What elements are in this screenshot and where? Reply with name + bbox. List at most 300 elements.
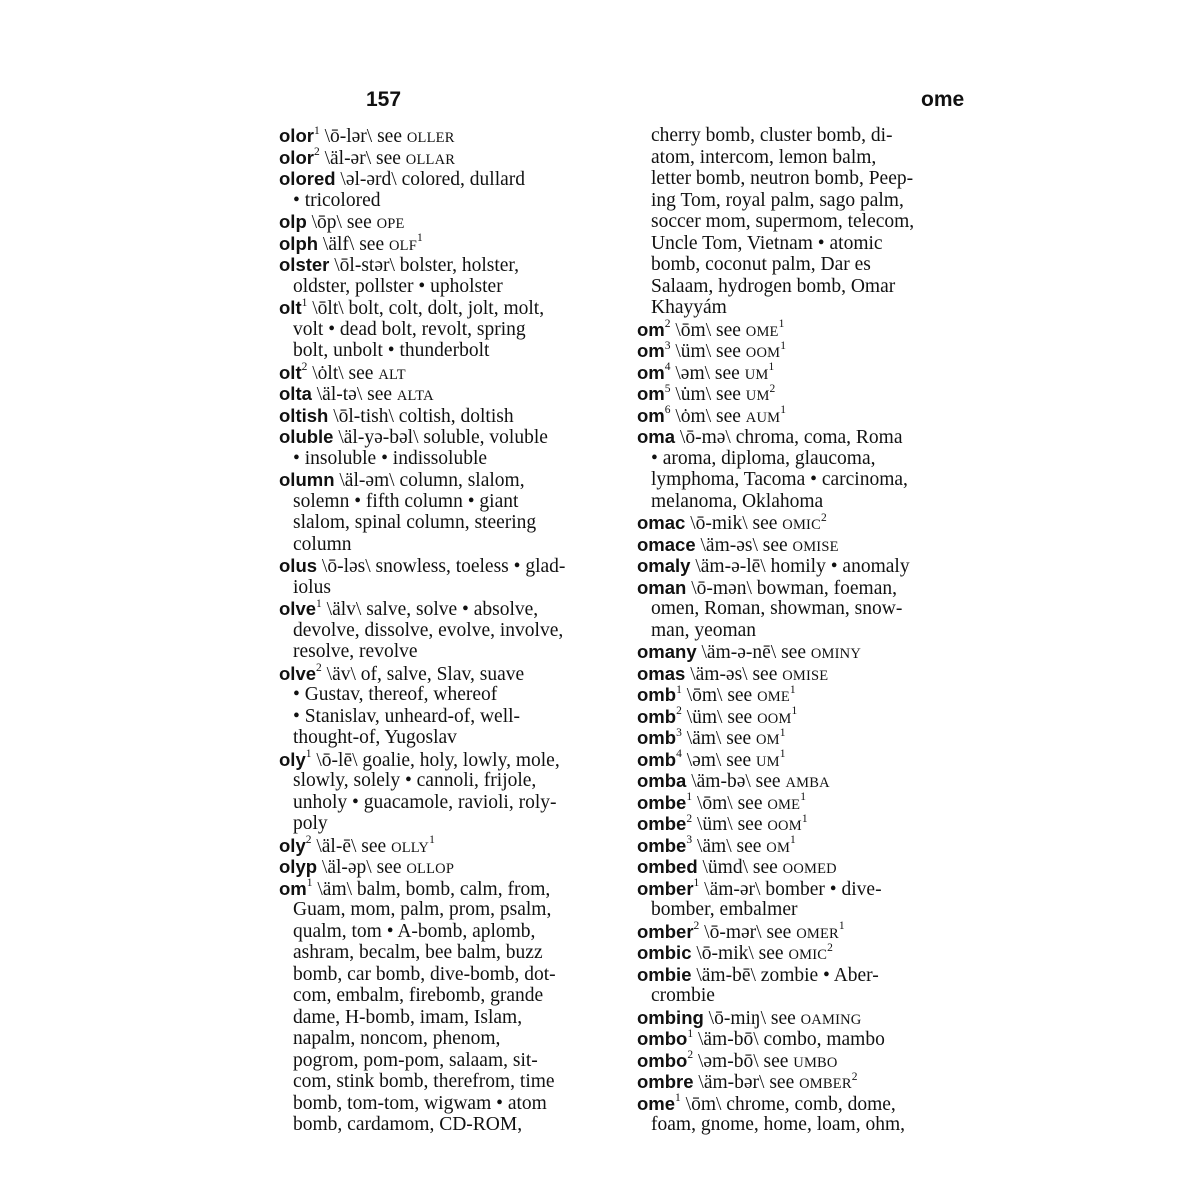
entry-text: \ō-ləs\ snowless, toeless • glad- xyxy=(317,556,566,577)
homograph-number: 2 xyxy=(687,1049,694,1061)
entry-line xyxy=(279,555,624,577)
headword: ombing xyxy=(637,1006,704,1028)
headword: omas xyxy=(637,662,686,684)
headword: olve xyxy=(279,662,317,684)
entry-text: napalm, noncom, phenom, xyxy=(293,1028,501,1049)
continuation-line xyxy=(279,813,624,835)
entry-text: \ō-mən\ bowman, foeman, xyxy=(686,577,897,599)
homograph-number: 2 xyxy=(313,146,320,158)
continuation-line xyxy=(637,598,982,620)
entry-text: \älv\ salve, solve • absolve, xyxy=(321,599,539,620)
cross-reference-number: 1 xyxy=(780,339,786,352)
entry-text: \äm\ see xyxy=(692,835,767,857)
entry-text: \ōm\ chrome, comb, dome, xyxy=(680,1093,896,1115)
entry-text: bomb, tom-tom, wigwam • atom xyxy=(293,1092,547,1114)
entry-text: dame, H-bomb, imam, Islam, xyxy=(293,1006,523,1028)
entry-text: \ō-mik\ see xyxy=(685,513,783,534)
homograph-number: 1 xyxy=(313,124,320,137)
entry-text: \ōm\ see xyxy=(681,685,758,706)
headword: olster xyxy=(279,254,330,275)
entry-text: \äv\ of, salve, Slav, suave xyxy=(321,663,525,685)
entry-text: resolve, revolve xyxy=(293,641,418,662)
headword: omb xyxy=(637,748,677,770)
cross-reference-number: 2 xyxy=(851,1070,858,1083)
entry-text: \äm-bō\ combo, mambo xyxy=(693,1029,885,1050)
cross-reference: OLLOP xyxy=(406,861,455,877)
entry-line xyxy=(279,663,624,685)
headword: olor xyxy=(279,146,314,168)
continuation-line xyxy=(637,1114,982,1136)
entry-text: \äm-bē\ zombie • Aber- xyxy=(691,964,879,986)
homograph-number: 6 xyxy=(664,404,671,416)
entry-text: \ȯm\ see xyxy=(670,405,746,427)
entry-line xyxy=(637,770,982,792)
cross-reference: OAMING xyxy=(800,1011,862,1028)
entry-text: • insoluble • indissoluble xyxy=(293,447,488,469)
homograph-number: 3 xyxy=(664,339,671,352)
continuation-line xyxy=(637,620,982,642)
entry-text: • tricolored xyxy=(293,189,381,211)
headword: olumn xyxy=(279,469,335,490)
continuation-line xyxy=(279,534,624,556)
cross-reference: OME xyxy=(745,323,779,340)
cross-reference-number: 1 xyxy=(800,791,806,803)
entry-text: \ō-mə\ chroma, coma, Roma xyxy=(675,427,903,448)
entry-text: \ō-lər\ see xyxy=(319,126,407,147)
headword: omace xyxy=(637,533,696,555)
continuation-line xyxy=(637,254,982,276)
cross-reference: OM xyxy=(766,839,791,856)
entry-line xyxy=(637,835,982,857)
continuation-line xyxy=(637,899,982,921)
entry-line xyxy=(637,792,982,814)
cross-reference: UM xyxy=(756,753,780,770)
entry-text: melanoma, Oklahoma xyxy=(651,490,824,512)
entry-text: devolve, dissolve, evolve, involve, xyxy=(293,619,564,641)
entry-line xyxy=(279,856,624,878)
entry-text: volt • dead bolt, revolt, spring xyxy=(293,318,526,340)
headword: ome xyxy=(637,1092,676,1114)
entry-text: bomb, car bomb, dive-bomb, dot- xyxy=(293,963,556,985)
headword: omac xyxy=(637,512,686,533)
entry-text: \äl-əp\ see xyxy=(317,857,407,878)
homograph-number: 1 xyxy=(305,748,312,760)
entry-text: \äl-ē\ see xyxy=(311,835,392,857)
entry-text: qualm, tom • A-bomb, aplomb, xyxy=(293,920,536,942)
cross-reference-number: 1 xyxy=(779,748,786,760)
entry-text: \älf\ see xyxy=(318,233,389,255)
entry-text: column xyxy=(293,533,352,555)
right-column xyxy=(637,125,982,1136)
cross-reference-number: 1 xyxy=(838,920,845,932)
entry-line xyxy=(637,319,982,341)
cross-reference: OME xyxy=(767,796,801,813)
cross-reference-number: 2 xyxy=(827,941,833,954)
entry-line xyxy=(637,512,982,534)
homograph-number: 1 xyxy=(306,877,313,889)
entry-text: foam, gnome, home, loam, ohm, xyxy=(651,1114,905,1135)
continuation-line xyxy=(637,168,982,190)
entry-line xyxy=(637,706,982,728)
homograph-number: 1 xyxy=(686,791,693,803)
entry-line xyxy=(637,641,982,663)
entry-line xyxy=(637,340,982,362)
entry-text: \äm\ balm, bomb, calm, from, xyxy=(312,878,551,900)
continuation-line xyxy=(279,190,624,212)
headword: ombie xyxy=(637,963,692,985)
cross-reference: OLLAR xyxy=(405,151,456,168)
cross-reference: OM xyxy=(756,732,780,748)
entry-text: \əl-ərd\ colored, dullard xyxy=(335,169,526,190)
headword: omber xyxy=(637,920,694,942)
headword: omb xyxy=(637,727,677,748)
entry-line xyxy=(279,211,624,233)
homograph-number: 2 xyxy=(305,834,312,846)
entry-text: unholy • guacamole, ravioli, roly- xyxy=(293,791,557,813)
cross-reference-number: 1 xyxy=(779,726,786,739)
entry-text: \üm\ see xyxy=(681,706,758,728)
continuation-line xyxy=(279,899,624,921)
headword: oly xyxy=(279,748,306,770)
continuation-line xyxy=(637,448,982,470)
continuation-line xyxy=(637,491,982,513)
continuation-line xyxy=(279,577,624,599)
entry-text: atom, intercom, lemon balm, xyxy=(651,146,877,168)
continuation-line xyxy=(279,340,624,362)
entry-line xyxy=(637,405,982,427)
homograph-number: 3 xyxy=(686,834,693,846)
entry-line xyxy=(279,426,624,448)
cross-reference: AMBA xyxy=(785,775,830,791)
homograph-number: 1 xyxy=(316,597,322,610)
entry-text: iolus xyxy=(293,576,331,598)
continuation-line xyxy=(637,233,982,255)
cross-reference: OLLY xyxy=(391,839,430,856)
entry-text: cherry bomb, cluster bomb, di- xyxy=(651,125,893,146)
headword: olored xyxy=(279,168,336,189)
entry-text: man, yeoman xyxy=(651,619,757,641)
entry-line xyxy=(279,878,624,900)
cross-reference: OOM xyxy=(767,818,802,834)
entry-line xyxy=(637,878,982,900)
headword: om xyxy=(279,877,307,899)
headword: oma xyxy=(637,426,676,447)
headword: om xyxy=(637,361,665,383)
entry-text: \əm\ see xyxy=(681,749,756,771)
entry-text: \ōm\ see xyxy=(692,792,768,814)
entry-text: \ōlt\ bolt, colt, dolt, jolt, molt, xyxy=(307,298,545,319)
headword: olph xyxy=(279,232,319,254)
continuation-line xyxy=(279,319,624,341)
continuation-line xyxy=(279,491,624,513)
entry-text: crombie xyxy=(651,985,715,1006)
entry-line xyxy=(279,835,624,857)
headword: olor xyxy=(279,125,314,146)
entry-text: poly xyxy=(293,813,328,834)
headword: ombe xyxy=(637,834,687,856)
entry-text: slalom, spinal column, steering xyxy=(293,512,537,533)
entry-text: slowly, solely • cannoli, frijole, xyxy=(293,770,537,791)
cross-reference: OMISE xyxy=(792,538,839,555)
cross-reference-number: 1 xyxy=(780,404,786,416)
headword: olp xyxy=(279,211,307,232)
entry-text: \ōp\ see xyxy=(306,212,377,233)
entry-line xyxy=(279,362,624,384)
continuation-line xyxy=(279,512,624,534)
homograph-number: 4 xyxy=(664,361,671,373)
homograph-number: 1 xyxy=(675,1092,681,1104)
headword: om xyxy=(637,404,665,426)
entry-line xyxy=(637,921,982,943)
entry-text: com, embalm, firebomb, grande xyxy=(293,985,544,1006)
continuation-line xyxy=(637,125,982,147)
homograph-number: 2 xyxy=(301,361,308,373)
cross-reference: OOM xyxy=(745,345,781,361)
cross-reference: AUM xyxy=(745,409,781,426)
continuation-line xyxy=(279,942,624,964)
continuation-line xyxy=(279,620,624,642)
homograph-number: 1 xyxy=(687,1027,694,1040)
entry-text: \əm-bō\ see xyxy=(693,1050,794,1072)
entry-line xyxy=(279,383,624,405)
continuation-line xyxy=(637,985,982,1007)
entry-text: \ō-mər\ see xyxy=(699,921,797,943)
entry-line xyxy=(637,426,982,448)
entry-text: \ōl-tish\ coltish, doltish xyxy=(328,405,514,427)
headword: olta xyxy=(279,383,312,404)
entry-line xyxy=(279,168,624,190)
entry-text: lymphoma, Tacoma • carcinoma, xyxy=(651,469,908,490)
entry-text: ing Tom, royal palm, sago palm, xyxy=(651,189,904,211)
entry-line xyxy=(637,749,982,771)
entry-text: Salaam, hydrogen bomb, Omar xyxy=(651,275,896,297)
entry-line xyxy=(637,684,982,706)
entry-text: soccer mom, supermom, telecom, xyxy=(651,211,915,232)
cross-reference: OME xyxy=(757,689,790,705)
cross-reference: OMISE xyxy=(782,667,829,684)
entry-text: bolt, unbolt • thunderbolt xyxy=(293,340,490,361)
entry-text: oldster, pollster • upholster xyxy=(293,275,503,297)
entry-text: bomb, cardamom, CD-ROM, xyxy=(293,1114,523,1135)
homograph-number: 1 xyxy=(693,877,700,889)
cross-reference-number: 2 xyxy=(820,511,827,524)
headword: olyp xyxy=(279,856,318,877)
headword: olve xyxy=(279,598,317,619)
cross-reference: OMER xyxy=(796,925,839,942)
cross-reference: ALTA xyxy=(396,388,434,404)
entry-text: letter bomb, neutron bomb, Peep- xyxy=(651,168,914,189)
entry-text: \ȯlt\ see xyxy=(307,362,379,384)
headword: ombed xyxy=(637,856,698,877)
entry-line xyxy=(637,964,982,986)
cross-reference-number: 1 xyxy=(778,318,785,330)
entry-line xyxy=(637,942,982,964)
entry-text: \ōm\ see xyxy=(670,319,746,341)
entry-text: \ōl-stər\ bolster, holster, xyxy=(329,255,520,276)
entry-text: \äl-yə-bəl\ soluble, voluble xyxy=(333,427,548,448)
headword: ombo xyxy=(637,1028,688,1049)
entry-text: bomber, embalmer xyxy=(651,899,798,920)
continuation-line xyxy=(279,985,624,1007)
page-number: 157 xyxy=(366,88,402,111)
headword: ombo xyxy=(637,1049,688,1071)
entry-line xyxy=(279,254,624,276)
continuation-line xyxy=(279,276,624,298)
entry-text: \üm\ see xyxy=(692,814,768,835)
cross-reference: UM xyxy=(745,388,770,404)
cross-reference: OPE xyxy=(376,216,405,232)
headword: omany xyxy=(637,641,697,662)
entry-text: \üm\ see xyxy=(670,341,746,362)
entry-line xyxy=(637,383,982,405)
headword: ombic xyxy=(637,942,692,963)
entry-line xyxy=(637,856,982,878)
cross-reference-number: 1 xyxy=(790,834,796,846)
homograph-number: 1 xyxy=(301,296,308,309)
headword: oman xyxy=(637,576,687,598)
continuation-line xyxy=(637,276,982,298)
cross-reference-number: 1 xyxy=(789,683,796,696)
cross-reference-number: 1 xyxy=(791,705,798,717)
cross-reference-number: 1 xyxy=(768,361,775,373)
entry-text: thought-of, Yugoslav xyxy=(293,727,457,748)
headword: omb xyxy=(637,684,677,705)
cross-reference: OOM xyxy=(757,710,792,727)
entry-text: bomb, coconut palm, Dar es xyxy=(651,254,871,275)
headword: omb xyxy=(637,705,677,727)
entry-text: \u̇m\ see xyxy=(670,384,746,405)
continuation-line xyxy=(637,147,982,169)
entry-text: \ō-miŋ\ see xyxy=(703,1007,801,1029)
homograph-number: 1 xyxy=(676,683,682,696)
continuation-line xyxy=(279,921,624,943)
homograph-number: 2 xyxy=(316,662,322,674)
cross-reference: UMBO xyxy=(793,1054,838,1071)
headword: ombre xyxy=(637,1071,694,1092)
homograph-number: 3 xyxy=(676,726,682,739)
cross-reference-number: 1 xyxy=(429,834,435,846)
continuation-line xyxy=(279,964,624,986)
continuation-line xyxy=(279,1114,624,1136)
entry-text: \äm\ see xyxy=(681,728,756,749)
entry-line xyxy=(637,663,982,685)
entry-text: \äm-bə\ see xyxy=(686,771,786,792)
continuation-line xyxy=(279,1071,624,1093)
entry-line xyxy=(279,125,624,147)
entry-text: • aroma, diploma, glaucoma, xyxy=(651,447,876,469)
cross-reference: OLLER xyxy=(406,130,455,146)
entry-text: \äm-ər\ bomber • dive- xyxy=(699,878,882,900)
cross-reference-number: 1 xyxy=(416,232,423,244)
continuation-line xyxy=(279,1007,624,1029)
cross-reference: UM xyxy=(744,366,769,383)
entry-text: ashram, becalm, bee balm, buzz xyxy=(293,942,543,963)
entry-text: \ō-lē\ goalie, holy, lowly, mole, xyxy=(311,749,560,771)
entry-text: Uncle Tom, Vietnam • atomic xyxy=(651,232,883,254)
entry-line xyxy=(637,1007,982,1029)
entry-line xyxy=(637,1071,982,1093)
continuation-line xyxy=(279,727,624,749)
continuation-line xyxy=(637,297,982,319)
homograph-number: 5 xyxy=(664,382,671,395)
headword: omba xyxy=(637,770,687,791)
headword: ombe xyxy=(637,813,687,834)
entry-line xyxy=(637,813,982,835)
cross-reference-number: 1 xyxy=(801,812,808,825)
headword: om xyxy=(637,383,665,404)
continuation-line xyxy=(279,792,624,814)
entry-text: omen, Roman, showman, snow- xyxy=(651,598,903,619)
entry-text: Guam, mom, palm, prom, psalm, xyxy=(293,899,552,920)
continuation-line xyxy=(279,684,624,706)
cross-reference-number: 2 xyxy=(769,382,776,395)
entry-line xyxy=(279,405,624,427)
entry-text: solemn • fifth column • giant xyxy=(293,490,519,512)
cross-reference: OMIC xyxy=(788,947,828,963)
headword: omaly xyxy=(637,555,691,576)
entry-text: \äm-əs\ see xyxy=(685,663,783,685)
homograph-number: 4 xyxy=(676,748,682,760)
entry-text: \äm-ə-nē\ see xyxy=(696,642,811,663)
entry-line xyxy=(637,727,982,749)
entry-text: Khayyám xyxy=(651,297,727,318)
entry-text: \ō-mik\ see xyxy=(691,943,789,964)
entry-text: \äm-ə-lē\ homily • anomaly xyxy=(690,556,910,577)
headword: omber xyxy=(637,877,694,899)
headword: olus xyxy=(279,555,318,576)
homograph-number: 2 xyxy=(664,318,671,330)
guide-word: ome xyxy=(921,88,965,111)
entry-line xyxy=(637,534,982,556)
entry-line xyxy=(637,1028,982,1050)
headword: oly xyxy=(279,834,306,856)
entry-line xyxy=(279,469,624,491)
cross-reference: OLF xyxy=(388,237,417,254)
headword: oltish xyxy=(279,404,329,426)
continuation-line xyxy=(279,706,624,728)
entry-line xyxy=(279,233,624,255)
continuation-line xyxy=(279,1028,624,1050)
continuation-line xyxy=(279,1093,624,1115)
entry-text: • Stanislav, unheard-of, well- xyxy=(293,705,521,727)
entry-line xyxy=(637,577,982,599)
entry-line xyxy=(637,1050,982,1072)
entry-line xyxy=(279,749,624,771)
entry-text: \ümd\ see xyxy=(697,857,783,878)
headword: olt xyxy=(279,297,302,318)
entry-line xyxy=(637,1093,982,1115)
entry-line xyxy=(637,555,982,577)
continuation-line xyxy=(637,469,982,491)
cross-reference: OMIC xyxy=(782,517,821,533)
left-column xyxy=(279,125,624,1136)
headword: ombe xyxy=(637,791,687,813)
entry-line xyxy=(279,147,624,169)
entry-text: \äl-ər\ see xyxy=(319,147,406,169)
cross-reference: OOMED xyxy=(782,861,837,877)
entry-text: • Gustav, thereof, whereof xyxy=(293,684,498,705)
headword: oluble xyxy=(279,426,334,447)
continuation-line xyxy=(279,448,624,470)
cross-reference: OMBER xyxy=(799,1076,852,1092)
cross-reference: OMINY xyxy=(810,646,862,662)
entry-text: \äm-əs\ see xyxy=(695,534,793,556)
entry-text: \əm\ see xyxy=(670,362,745,384)
continuation-line xyxy=(279,1050,624,1072)
entry-text: pogrom, pom-pom, salaam, sit- xyxy=(293,1049,538,1071)
entry-text: \äl-əm\ column, slalom, xyxy=(334,470,525,491)
homograph-number: 2 xyxy=(686,812,693,825)
